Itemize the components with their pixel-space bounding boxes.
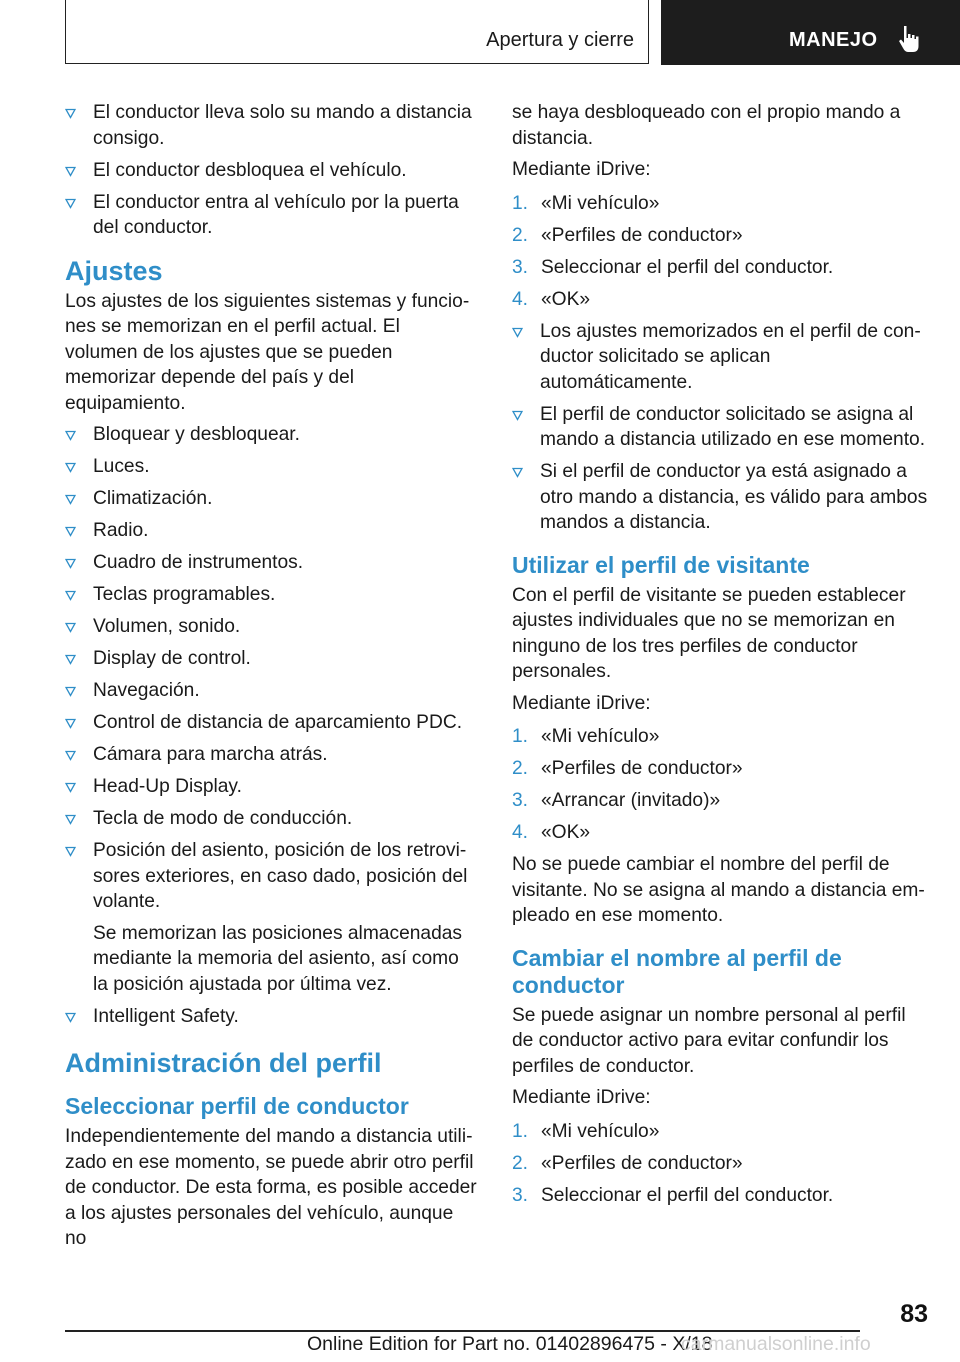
list-item bbox=[65, 158, 477, 184]
triangle-bullet-icon bbox=[65, 814, 76, 825]
triangle-bullet-icon bbox=[65, 166, 76, 177]
bullet-text: Cámara para marcha atrás. bbox=[93, 744, 328, 765]
bullet-subtext: Se memorizan las posiciones almacenadas mediante la memoria del asiento, así como la posición ajustada por última vez. bbox=[93, 922, 463, 995]
bullet-text: Tecla de modo de conducción. bbox=[93, 808, 353, 829]
bullet-text: Los ajustes memorizados en el perfil de conductor solicitado se aplican automáticamente. bbox=[540, 320, 921, 393]
bullet-text: Control de distancia de aparcamiento PDC. bbox=[93, 712, 463, 733]
section-heading-administracion: Administración del perfil bbox=[65, 1048, 382, 1078]
step-number: 2. bbox=[512, 758, 529, 779]
list-item bbox=[65, 614, 477, 640]
step-item bbox=[512, 820, 928, 846]
bullet-text: Head-Up Display. bbox=[93, 776, 242, 797]
paragraph: Se puede asignar un nombre personal al perfil de conductor activo para evitar confundir los perfiles de conductor. bbox=[512, 1004, 906, 1077]
triangle-bullet-icon bbox=[65, 108, 76, 119]
footer-divider bbox=[65, 1330, 860, 1332]
hand-pointer-icon bbox=[893, 22, 927, 56]
bullet-text: El conductor lleva solo su mando a distancia consigo. bbox=[93, 102, 472, 149]
step-number: 2. bbox=[512, 224, 529, 246]
bullet-text: Teclas programables. bbox=[93, 584, 276, 605]
subsection-heading-seleccionar: Seleccionar perfil de conductor bbox=[65, 1093, 409, 1119]
step-item bbox=[512, 756, 928, 782]
subsection-heading-visitante: Utilizar el perfil de visitante bbox=[512, 551, 810, 578]
paragraph: Los ajustes de los siguientes sistemas y funciones se memorizan en el perfil actual. El volumen de los ajustes que se pueden memorizar depende del país y del equipamiento. bbox=[65, 290, 470, 414]
step-item bbox=[512, 724, 928, 750]
step-text: «Mi vehículo» bbox=[541, 192, 660, 214]
step-number: 1. bbox=[512, 726, 529, 747]
page-number: 83 bbox=[900, 1300, 928, 1328]
list-item bbox=[65, 710, 477, 736]
bullet-text: Display de control. bbox=[93, 648, 251, 669]
list-item bbox=[512, 459, 928, 536]
triangle-bullet-icon bbox=[512, 410, 523, 421]
step-item bbox=[512, 191, 928, 217]
step-number: 1. bbox=[512, 1120, 529, 1142]
step-text: «Arrancar (invitado)» bbox=[541, 790, 721, 811]
step-item bbox=[512, 255, 928, 281]
bullet-text: El conductor desbloquea el vehículo. bbox=[93, 159, 407, 181]
step-item bbox=[512, 223, 928, 249]
bullet-text: Posición del asiento, posición de los retrovisores exteriores, en caso dado, posición del volante. bbox=[93, 840, 468, 912]
chapter-label: MANEJO bbox=[789, 29, 878, 51]
step-text: «OK» bbox=[541, 822, 591, 843]
bullet-text: Intelligent Safety. bbox=[93, 1005, 239, 1027]
step-number: 4. bbox=[512, 288, 529, 310]
bullet-text: El perfil de conductor solicitado se asigna al mando a distancia utilizado en ese momento. bbox=[540, 403, 926, 450]
list-item bbox=[65, 100, 477, 151]
step-text: «OK» bbox=[541, 288, 591, 310]
step-text: Seleccionar el perfil del conductor. bbox=[541, 256, 834, 278]
bullet-text: Cuadro de instrumentos. bbox=[93, 552, 304, 573]
list-item bbox=[65, 838, 477, 997]
bullet-text: Navegación. bbox=[93, 680, 200, 701]
bullet-text: Si el perfil de conductor ya está asignado a otro mando a distancia, es válido para ambos mandos a distancia. bbox=[540, 461, 928, 533]
idrive-label: Mediante iDrive: bbox=[512, 159, 651, 180]
list-item bbox=[512, 402, 928, 453]
step-item bbox=[512, 1151, 928, 1177]
paragraph: Con el perfil de visitante se pueden establecer ajustes individuales que no se memorizan en ninguno de los tres perfiles de conductor personales. bbox=[512, 584, 906, 682]
idrive-label: Mediante iDrive: bbox=[512, 692, 651, 714]
bullet-text: Bloquear y desbloquear. bbox=[93, 424, 300, 445]
left-column bbox=[65, 100, 477, 1258]
list-item bbox=[65, 646, 477, 672]
paragraph: No se puede cambiar el nombre del perfil de visitante. No se asigna al mando a distancia empleado en ese momento. bbox=[512, 854, 925, 926]
paragraph: se haya desbloqueado con el propio mando a distancia. bbox=[512, 102, 901, 149]
section-label: Apertura y cierre bbox=[486, 29, 634, 51]
triangle-bullet-icon bbox=[65, 750, 76, 761]
list-item bbox=[65, 774, 477, 800]
list-item bbox=[65, 1004, 477, 1030]
step-number: 2. bbox=[512, 1152, 529, 1174]
step-number: 3. bbox=[512, 1184, 529, 1206]
page-header bbox=[0, 0, 960, 66]
step-text: «Perfiles de conductor» bbox=[541, 224, 743, 246]
triangle-bullet-icon bbox=[65, 558, 76, 569]
section-heading-ajustes: Ajustes bbox=[65, 255, 163, 286]
triangle-bullet-icon bbox=[65, 622, 76, 633]
triangle-bullet-icon bbox=[65, 782, 76, 793]
step-text: «Mi vehículo» bbox=[541, 1120, 660, 1142]
triangle-bullet-icon bbox=[65, 462, 76, 473]
paragraph: Independientemente del mando a distancia utilizado en ese momento, se puede abrir otro perfil de conductor. De esta forma, es posible acceder a los ajustes personales del vehículo, aunque no bbox=[65, 1126, 477, 1249]
triangle-bullet-icon bbox=[65, 846, 76, 857]
list-item bbox=[65, 454, 477, 480]
step-number: 1. bbox=[512, 192, 529, 214]
right-column bbox=[512, 100, 928, 1215]
triangle-bullet-icon bbox=[65, 686, 76, 697]
triangle-bullet-icon bbox=[65, 718, 76, 729]
triangle-bullet-icon bbox=[65, 526, 76, 537]
triangle-bullet-icon bbox=[512, 327, 523, 338]
step-item bbox=[512, 788, 928, 814]
step-text: «Perfiles de conductor» bbox=[541, 1152, 743, 1174]
triangle-bullet-icon bbox=[65, 654, 76, 665]
triangle-bullet-icon bbox=[65, 198, 76, 209]
idrive-label: Mediante iDrive: bbox=[512, 1087, 651, 1108]
step-text: «Mi vehículo» bbox=[541, 726, 660, 747]
step-number: 4. bbox=[512, 822, 529, 843]
bullet-text: Climatización. bbox=[93, 488, 213, 509]
edition-text: Online Edition for Part no. 01402896475 - X/18 bbox=[307, 1333, 713, 1355]
step-item bbox=[512, 1119, 928, 1145]
list-item bbox=[65, 518, 477, 544]
list-item bbox=[65, 486, 477, 512]
list-item bbox=[65, 422, 477, 448]
list-item bbox=[65, 190, 477, 241]
list-item bbox=[65, 582, 477, 608]
section-tab bbox=[65, 0, 649, 64]
triangle-bullet-icon bbox=[65, 494, 76, 505]
list-item bbox=[512, 319, 928, 396]
chapter-tab bbox=[661, 0, 960, 65]
bullet-text: Volumen, sonido. bbox=[93, 616, 241, 637]
step-item bbox=[512, 287, 928, 313]
bullet-text: El conductor entra al vehículo por la puerta del conductor. bbox=[93, 191, 459, 238]
triangle-bullet-icon bbox=[65, 1012, 76, 1023]
subsection-heading-renombrar: Cambiar el nombre al perfil de conductor bbox=[512, 944, 842, 998]
watermark: carmanualsonline.info bbox=[681, 1333, 871, 1355]
step-number: 3. bbox=[512, 256, 529, 278]
list-item bbox=[65, 742, 477, 768]
bullet-text: Luces. bbox=[93, 456, 150, 477]
triangle-bullet-icon bbox=[65, 590, 76, 601]
list-item bbox=[65, 806, 477, 832]
ajustes-list bbox=[65, 422, 477, 1029]
step-text: Seleccionar el perfil del conductor. bbox=[541, 1184, 834, 1206]
step-item bbox=[512, 1183, 928, 1209]
list-item bbox=[65, 550, 477, 576]
step-text: «Perfiles de conductor» bbox=[541, 758, 743, 779]
triangle-bullet-icon bbox=[65, 430, 76, 441]
step-number: 3. bbox=[512, 790, 529, 811]
triangle-bullet-icon bbox=[512, 467, 523, 478]
list-item bbox=[65, 678, 477, 704]
bullet-text: Radio. bbox=[93, 520, 149, 541]
